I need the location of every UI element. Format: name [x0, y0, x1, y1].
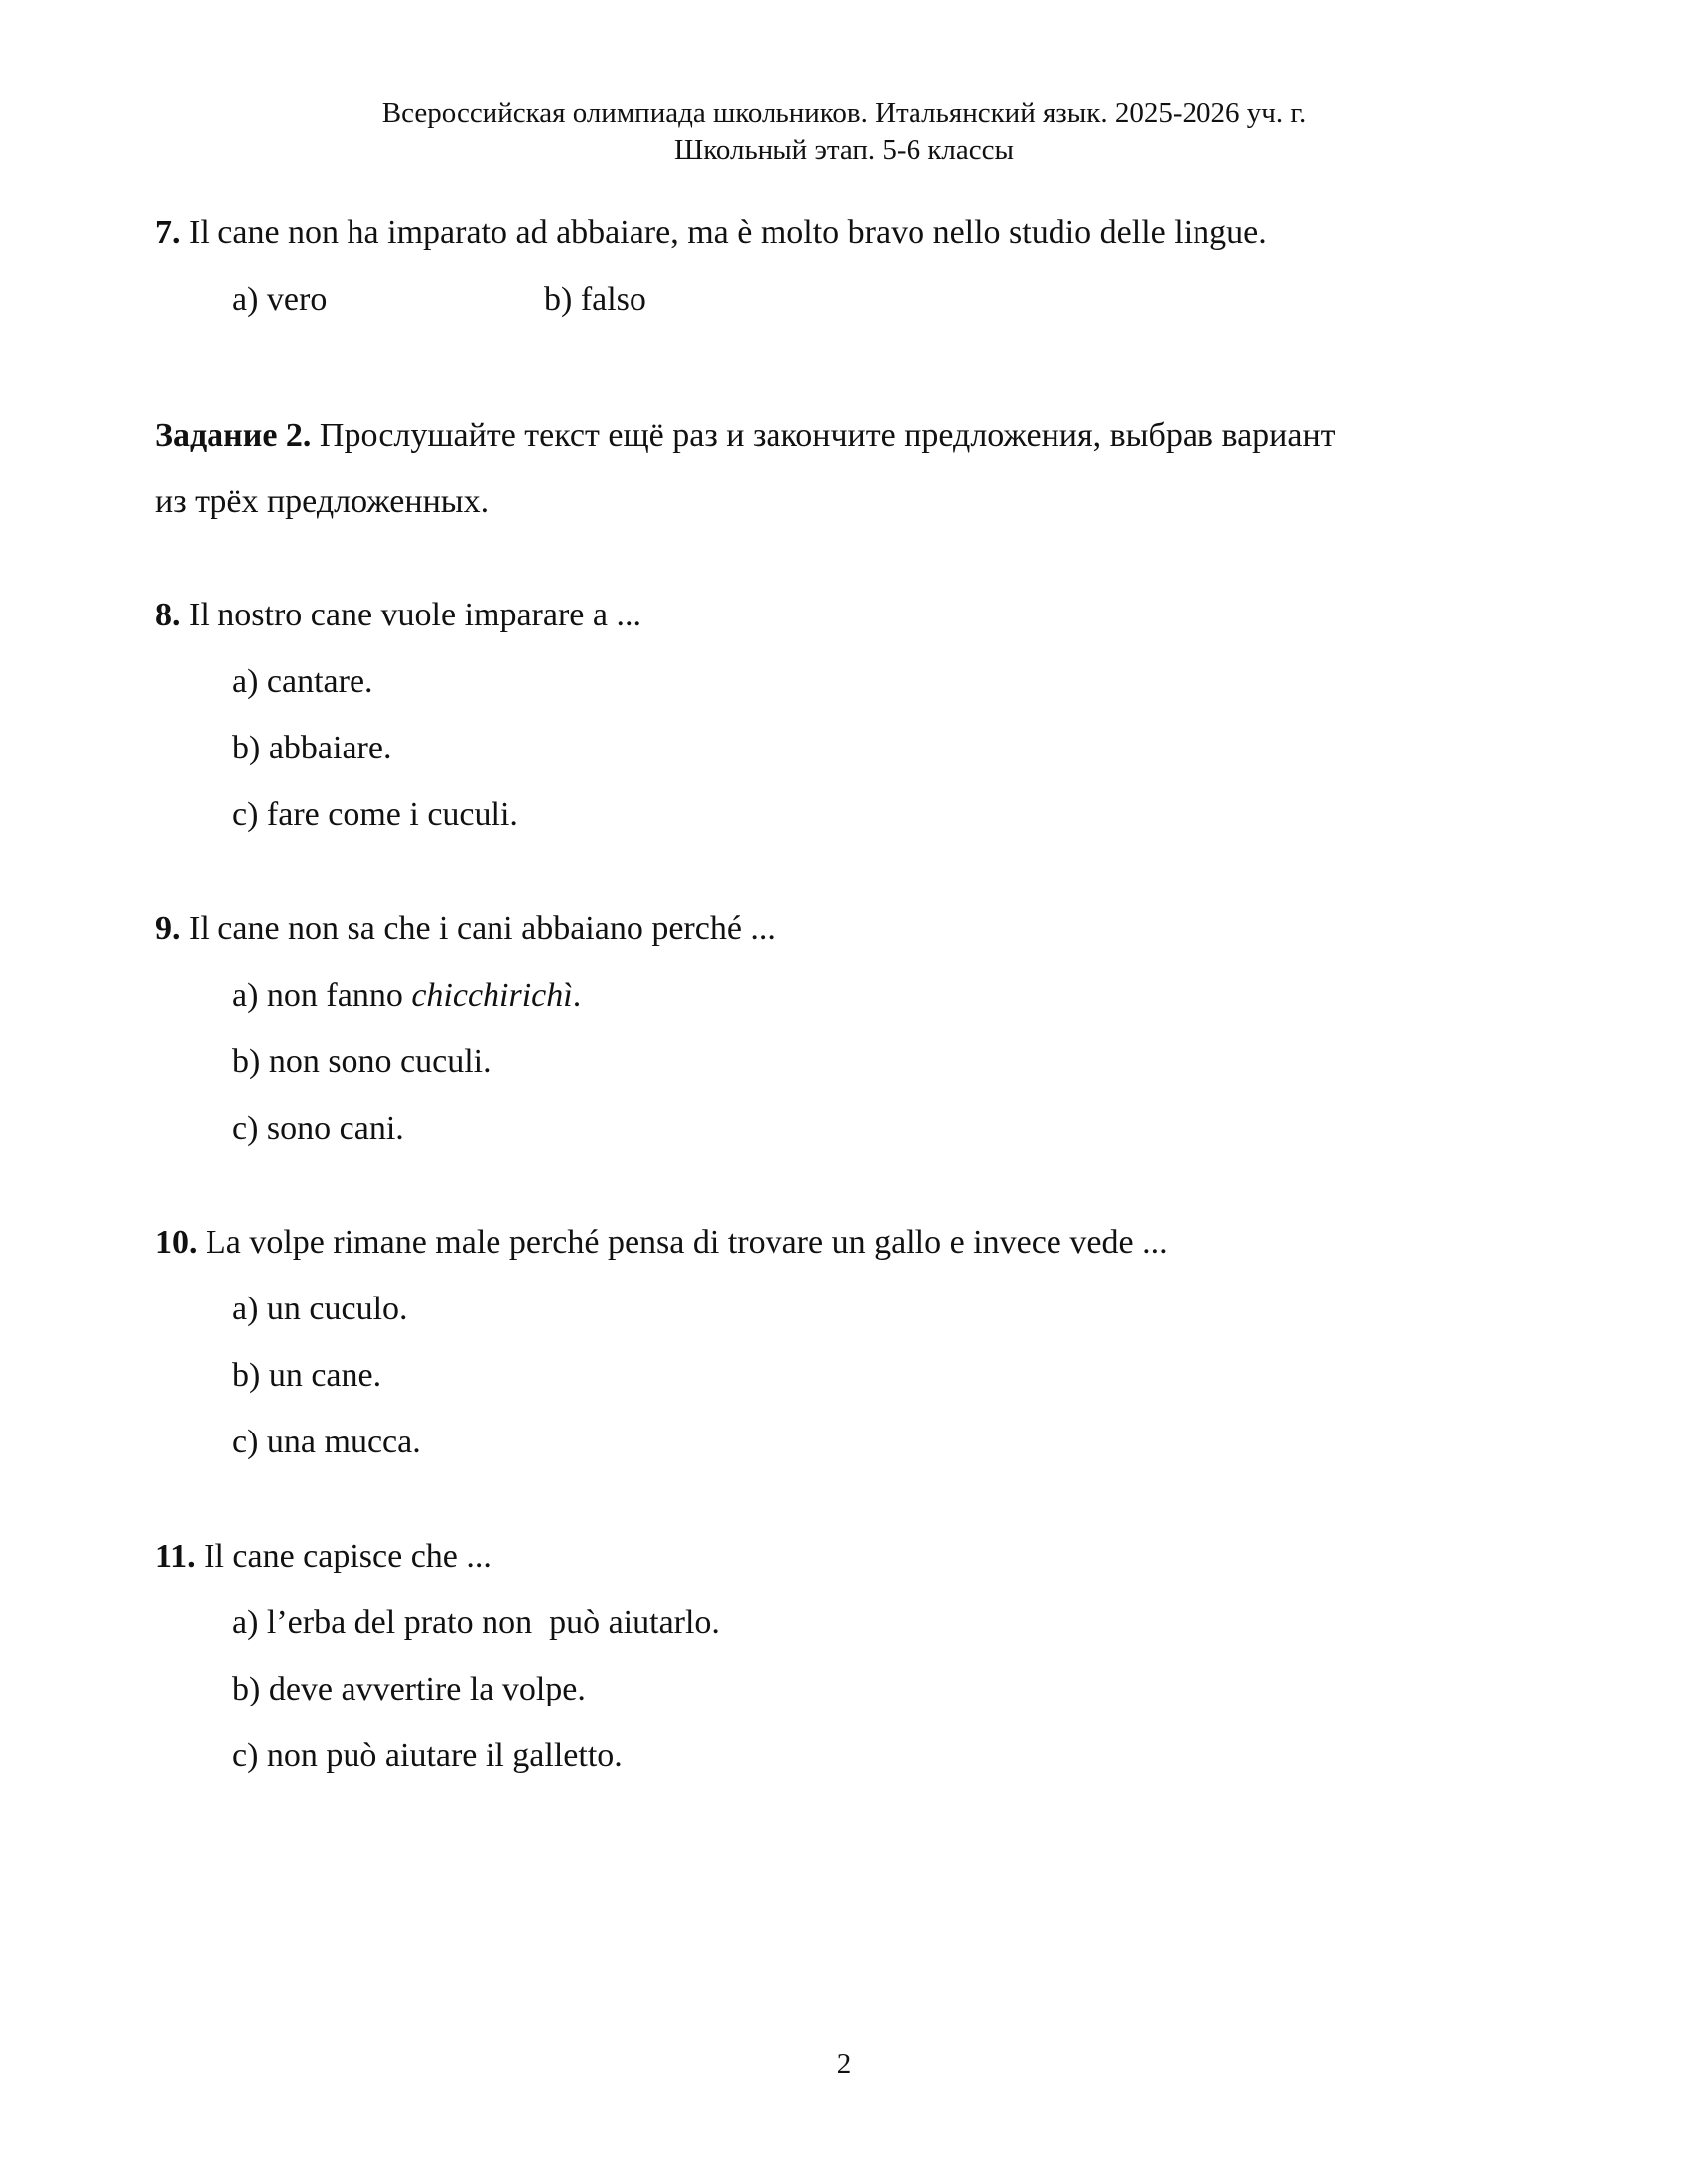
option-11c: c) non può aiutare il galletto. [232, 1737, 623, 1774]
option-8b: b) abbaiare. [232, 730, 392, 766]
task-label: Задание 2. [155, 417, 312, 454]
question-number: 11. [155, 1538, 196, 1574]
question-number: 7. [155, 214, 181, 251]
task-text-2: из трёх предложенных. [155, 483, 490, 520]
question-7 [155, 213, 1267, 253]
option-10a: a) un cuculo. [232, 1291, 408, 1327]
header-subtitle: Школьный этап. 5-6 классы [673, 134, 1014, 166]
question-text: Il cane capisce che ... [195, 1538, 492, 1574]
option-8c: c) fare come i cuculi. [232, 796, 518, 833]
option-10c: c) una mucca. [232, 1424, 421, 1460]
page-number: 2 [836, 2048, 852, 2080]
option-9a [232, 976, 581, 1016]
task-text-1: Прослушайте текст ещё раз и закончите предложения, выбрав вариант [311, 417, 1336, 454]
option-italic: chicchirichì [411, 977, 573, 1014]
option-prefix: a) non fanno [232, 977, 412, 1014]
page-header [0, 95, 1688, 169]
question-number: 10. [155, 1224, 198, 1261]
question-10 [155, 1223, 1168, 1263]
option-9b: b) non sono cuculi. [232, 1043, 492, 1080]
option-9c: c) sono cani. [232, 1110, 404, 1147]
question-text: Il cane non ha imparato ad abbaiare, ma è molto bravo nello studio delle lingue. [180, 214, 1267, 251]
header-title: Всероссийская олимпиада школьников. Итальянский язык. 2025-2026 уч. г. [381, 97, 1307, 129]
option-7b: b) falso [544, 281, 646, 318]
option-11b: b) deve avvertire la volpe. [232, 1671, 586, 1707]
task-2-instruction [155, 416, 1336, 456]
option-8a: a) cantare. [232, 663, 373, 700]
question-8 [155, 596, 641, 635]
question-9 [155, 909, 775, 949]
question-text: Il nostro cane vuole imparare a ... [180, 597, 641, 633]
question-number: 9. [155, 910, 181, 947]
option-10b: b) un cane. [232, 1357, 382, 1394]
question-11 [155, 1537, 492, 1576]
question-text: Il cane non sa che i cani abbaiano perché ... [180, 910, 775, 947]
option-11a: a) l’erba del prato non può aiutarlo. [232, 1604, 720, 1641]
option-7a: a) vero [232, 281, 328, 318]
option-suffix: . [572, 977, 582, 1014]
question-number: 8. [155, 597, 181, 633]
question-text: La volpe rimane male perché pensa di trovare un gallo e invece vede ... [197, 1224, 1168, 1261]
